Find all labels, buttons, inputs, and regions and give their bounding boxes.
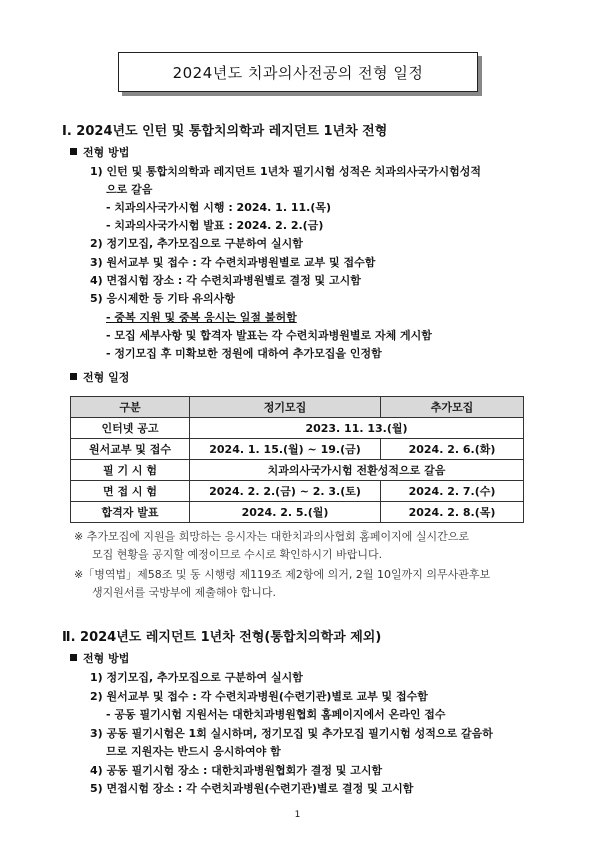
row-label: 합격자 발표 (71, 502, 190, 523)
square-bullet-icon (70, 373, 77, 380)
note2-line1: ※「병역법」제58조 및 동 시행령 제119조 제2항에 의거, 2월 10일까지 의무사관후보 (74, 568, 491, 581)
note1-line1: ※ 추가모집에 지원을 희망하는 응시자는 대한치과의사협회 홈페이지에 실시간으로 (74, 530, 469, 543)
section2-method-label: 전형 방법 (70, 652, 129, 666)
section2-item1: 1) 정기모집, 추가모집으로 구분하여 실시함 (90, 671, 303, 684)
regular-cell: 2024. 2. 5.(월) (190, 502, 381, 523)
table-header-row (71, 397, 524, 418)
section2-item3a: 3) 공동 필기시험은 1회 실시하며, 정기모집 및 추가모집 필기시험 성적으로 갈음하 (90, 727, 493, 740)
merged-cell: 치과의사국가시험 전환성적으로 갈음 (190, 460, 524, 481)
section2-item2a: - 공동 필기시험 지원서는 대한치과병원협회 홈페이지에서 온라인 접수 (106, 708, 446, 721)
table-row (71, 418, 524, 439)
document-title: 2024년도 치과의사전공의 전형 일정 (172, 63, 424, 82)
square-bullet-icon (70, 654, 77, 661)
table-header-cell: 정기모집 (190, 397, 381, 418)
section1-method-label: 전형 방법 (70, 146, 129, 160)
section2-item4: 4) 공동 필기시험 장소 : 대한치과병원협회가 결정 및 고시함 (90, 764, 383, 777)
square-bullet-icon (70, 148, 77, 155)
section2-item2: 2) 원서교부 및 접수 : 각 수련치과병원(수련기관)별로 교부 및 접수함 (90, 690, 428, 703)
section1-item3: 3) 원서교부 및 접수 : 각 수련치과병원별로 교부 및 접수함 (90, 256, 376, 269)
merged-cell: 2023. 11. 13.(월) (190, 418, 524, 439)
section1-heading: Ⅰ. 2024년도 인턴 및 통합치의학과 레지던트 1년차 전형 (62, 124, 388, 139)
document-title-box (118, 52, 478, 92)
section1-item1a: 1) 인턴 및 통합치의학과 레지던트 1년차 필기시험 성적은 치과의사국가시험성적 (90, 165, 482, 178)
additional-cell: 2024. 2. 7.(수) (381, 481, 524, 502)
schedule-table (70, 396, 524, 523)
section2-item3b: 므로 지원자는 반드시 응시하여야 함 (106, 745, 281, 758)
note1-line2: 모집 현황을 공지할 예정이므로 수시로 확인하시기 바랍니다. (92, 548, 383, 561)
row-label: 면 접 시 험 (71, 481, 190, 502)
regular-cell: 2024. 2. 2.(금) ~ 2. 3.(토) (190, 481, 381, 502)
section1-item5a: - 중복 지원 및 중복 응시는 일절 불허함 (106, 311, 297, 324)
section1-item5: 5) 응시제한 등 기타 유의사항 (90, 292, 235, 305)
table-header-cell: 구분 (71, 397, 190, 418)
section2-item5: 5) 면접시험 장소 : 각 수련치과병원(수련기관)별로 결정 및 고시함 (90, 782, 414, 795)
section1-item4: 4) 면접시험 장소 : 각 수련치과병원별로 결정 및 고시함 (90, 274, 361, 287)
page-number: 1 (294, 810, 301, 820)
table-header-cell: 추가모집 (381, 397, 524, 418)
section1-item2: 2) 정기모집, 추가모집으로 구분하여 실시함 (90, 237, 303, 250)
section2-heading: Ⅱ. 2024년도 레지던트 1년차 전형(통합치의학과 제외) (62, 630, 382, 645)
additional-cell: 2024. 2. 8.(목) (381, 502, 524, 523)
table-row (71, 460, 524, 481)
section1-item5c: - 정기모집 후 미확보한 정원에 대하여 추가모집을 인정함 (106, 347, 382, 360)
section1-schedule-label: 전형 일정 (70, 371, 129, 385)
section1-item5b: - 모집 세부사항 및 합격자 발표는 각 수련치과병원별로 자체 게시함 (106, 329, 432, 342)
section1-item1d: - 치과의사국가시험 발표 : 2024. 2. 2.(금) (106, 219, 324, 232)
section1-item1b: 으로 갈음 (106, 183, 153, 196)
table-row (71, 439, 524, 460)
row-label: 원서교부 및 접수 (71, 439, 190, 460)
section1-item1c: - 치과의사국가시험 시행 : 2024. 1. 11.(목) (106, 201, 331, 214)
row-label: 필 기 시 험 (71, 460, 190, 481)
regular-cell: 2024. 1. 15.(월) ~ 19.(금) (190, 439, 381, 460)
row-label: 인터넷 공고 (71, 418, 190, 439)
table-row (71, 481, 524, 502)
additional-cell: 2024. 2. 6.(화) (381, 439, 524, 460)
note2-line2: 생지원서를 국방부에 제출해야 합니다. (92, 586, 277, 599)
table-row (71, 502, 524, 523)
